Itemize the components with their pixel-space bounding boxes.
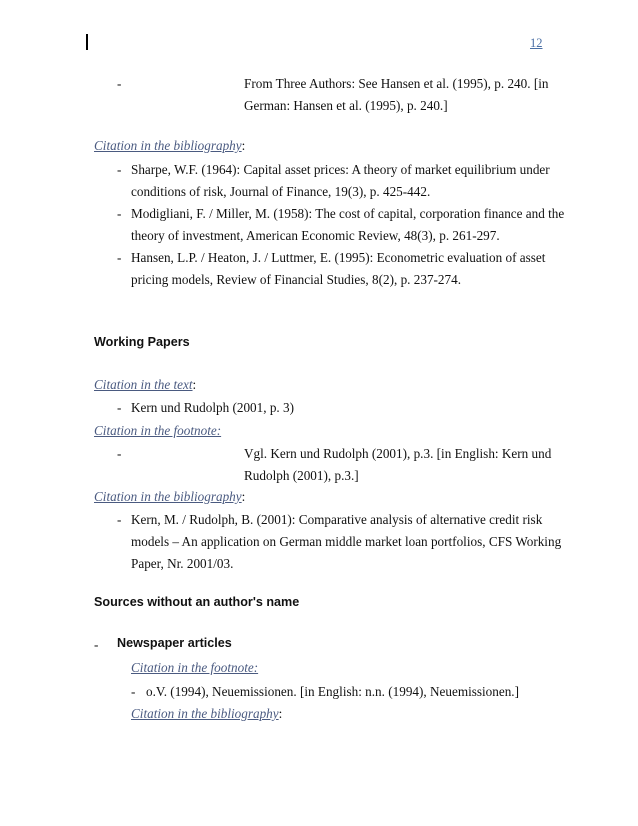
- list-dash: -: [117, 512, 122, 527]
- footnote-line: Vgl. Kern und Rudolph (2001), p.3. [in English: Kern und: [244, 446, 552, 461]
- bibliography-entry: Modigliani, F. / Miller, M. (1958): The cost of capital, corporation finance and the: [131, 206, 565, 221]
- bibliography-entry: Sharpe, W.F. (1964): Capital asset prices: A theory of market equilibrium under: [131, 162, 550, 177]
- section-heading: Working Papers: [94, 335, 190, 349]
- footnote-line: Rudolph (2001), p.3.]: [244, 468, 359, 483]
- footnote-line: o.V. (1994), Neuemissionen. [in English: n.n. (1994), Neuemissionen.]: [146, 684, 519, 699]
- citation-label-bibliography: [131, 706, 282, 722]
- list-dash: -: [117, 162, 122, 177]
- label-colon: :: [241, 138, 246, 153]
- page-number: 12: [530, 36, 543, 50]
- label-colon: :: [241, 489, 246, 504]
- citation-label-text: [94, 377, 196, 393]
- citation-label-bibliography: [94, 138, 245, 154]
- text-citation-entry: Kern und Rudolph (2001, p. 3): [131, 400, 294, 415]
- citation-label-bibliography: [94, 489, 245, 505]
- bibliography-entry: pricing models, Review of Financial Studies, 8(2), p. 237-274.: [131, 272, 462, 287]
- list-dash: -: [117, 250, 122, 265]
- bibliography-entry: conditions of risk, Journal of Finance, 19(3), p. 425-442.: [131, 184, 431, 199]
- section-heading: Sources without an author's name: [94, 595, 300, 609]
- bibliography-entry: theory of investment, American Economic Review, 48(3), p. 261-297.: [131, 228, 500, 243]
- citation-label-footnote: Citation in the footnote:: [94, 423, 222, 438]
- list-dash: -: [117, 76, 122, 91]
- citation-label-footnote: Citation in the footnote:: [131, 660, 259, 675]
- footnote-line: From Three Authors: See Hansen et al. (1995), p. 240. [in: [244, 76, 549, 91]
- bibliography-entry: Kern, M. / Rudolph, B. (2001): Comparative analysis of alternative credit risk: [131, 512, 543, 527]
- citation-label-text: Citation in the bibliography: [94, 138, 242, 153]
- label-colon: :: [192, 377, 197, 392]
- bibliography-entry: Hansen, L.P. / Heaton, J. / Luttmer, E. (1995): Econometric evaluation of asset: [131, 250, 546, 265]
- list-dash: -: [131, 684, 136, 699]
- subsection-heading: Newspaper articles: [117, 636, 232, 650]
- citation-label-text: Citation in the bibliography: [94, 489, 242, 504]
- list-dash: -: [117, 446, 122, 461]
- bibliography-entry: models – An application on German middle market loan portfolios, CFS Working: [131, 534, 562, 549]
- text-cursor: [86, 34, 88, 50]
- citation-label-text: Citation in the text: [94, 377, 193, 392]
- list-dash: -: [117, 206, 122, 221]
- list-dash: -: [94, 637, 99, 652]
- citation-label-text: Citation in the bibliography: [131, 706, 279, 721]
- bibliography-entry: Paper, Nr. 2001/03.: [131, 556, 234, 571]
- list-dash: -: [117, 400, 122, 415]
- label-colon: :: [278, 706, 283, 721]
- footnote-line: German: Hansen et al. (1995), p. 240.]: [244, 98, 448, 113]
